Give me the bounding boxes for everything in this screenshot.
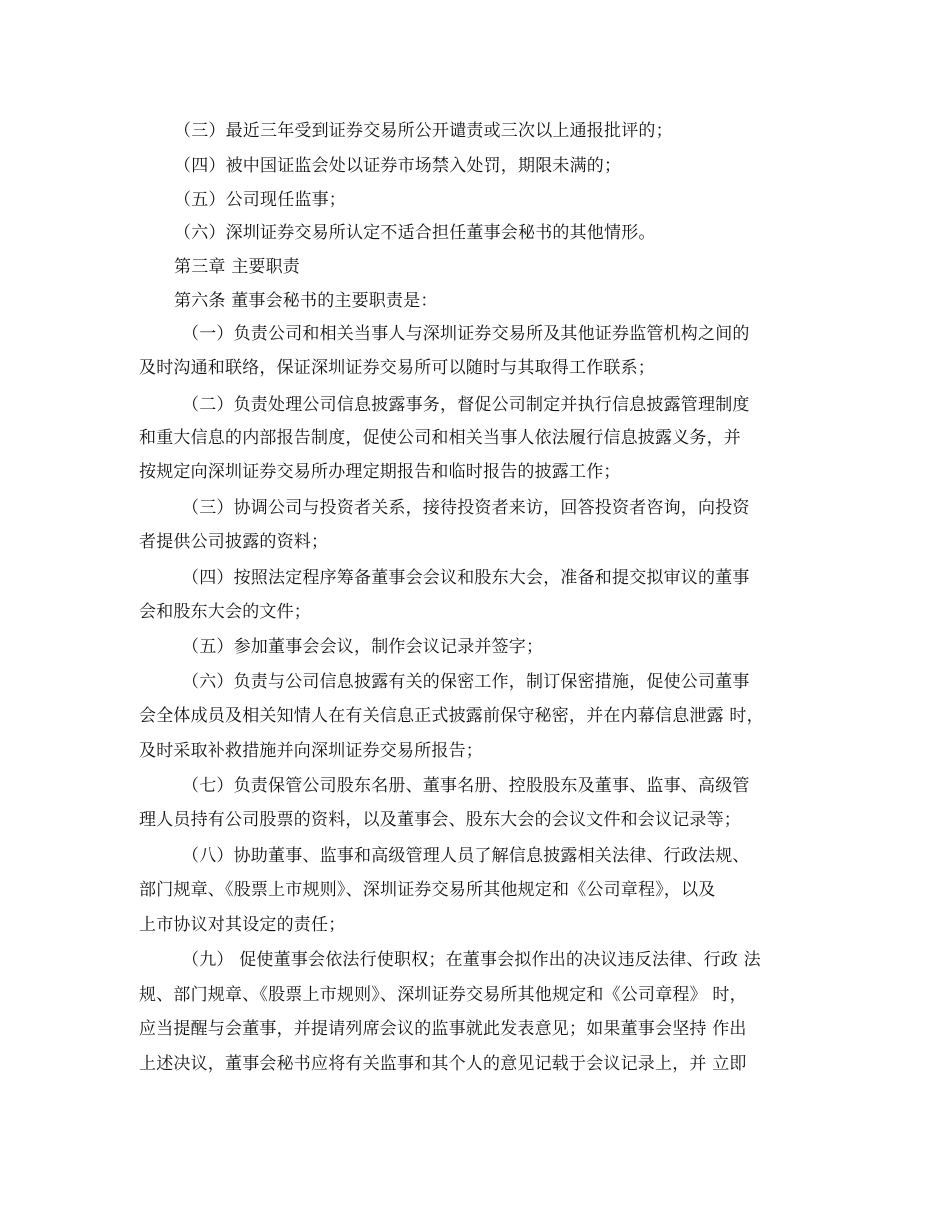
text-line: 应当提醒与会董事，并提请列席会议的监事就此发表意见；如果董事会坚持 作出 [139,1019,747,1039]
text-line: （七）负责保管公司股东名册、董事名册、控股股东及董事、监事、高级管 [182,776,750,796]
text-line: （二）负责处理公司信息披露事务，督促公司制定并执行信息披露管理制度 [182,395,750,415]
text-line: 上述决议，董事会秘书应将有关监事和其个人的意见记载于会议记录上，并 立即 [139,1054,747,1074]
text-line: （九） 促使董事会依法行使职权；在董事会拟作出的决议违反法律、行政 法 [182,950,761,970]
text-line: 者提供公司披露的资料； [139,532,329,552]
text-line: 和重大信息的内部报告制度，促使公司和相关当事人依法履行信息披露义务，并 [139,428,741,448]
text-line: （六）深圳证券交易所认定不适合担任董事会秘书的其他情形。 [174,223,656,243]
text-line: 及时采取补救措施并向深圳证券交易所报告； [139,741,483,761]
text-line: （五）参加董事会会议，制作会议记录并签字； [182,637,544,657]
text-line: （三）协调公司与投资者关系，接待投资者来访，回答投资者咨询，向投资 [182,498,750,518]
text-line: （一）负责公司和相关当事人与深圳证券交易所及其他证券监管机构之间的 [182,324,750,344]
text-line: （四）被中国证监会处以证券市场禁入处罚，期限未满的； [174,156,622,176]
text-line: 理人员持有公司股票的资料，以及董事会、股东大会的会议文件和会议记录等； [139,810,741,830]
text-line: （六）负责与公司信息披露有关的保密工作，制订保密措施，促使公司董事 [182,672,750,692]
text-line: （五）公司现任监事； [174,190,346,210]
text-line: 会全体成员及相关知情人在有关信息正式披露前保守秘密，并在内幕信息泄露 时， [139,706,764,726]
text-line: （八）协助董事、监事和高级管理人员了解信息披露相关法律、行政法规、 [182,846,750,866]
article-heading: 第六条 董事会秘书的主要职责是： [174,291,438,311]
chapter-heading: 第三章 主要职责 [174,257,301,277]
text-line: 规、部门规章、《股票上市规则》、深圳证券交易所其他规定和《公司章程》 时， [139,985,747,1005]
text-line: 会和股东大会的文件； [139,602,311,622]
text-line: 上市协议对其设定的责任； [139,915,346,935]
text-line: （四）按照法定程序筹备董事会会议和股东大会，准备和提交拟审议的董事 [182,568,750,588]
text-line: 部门规章、《股票上市规则》、深圳证券交易所其他规定和《公司章程》，以及 [139,880,716,900]
text-line: 按规定向深圳证券交易所办理定期报告和临时报告的披露工作； [139,462,621,482]
text-line: 及时沟通和联络，保证深圳证券交易所可以随时与其取得工作联系； [139,358,655,378]
text-line: （三）最近三年受到证券交易所公开谴责或三次以上通报批评的； [174,121,673,141]
